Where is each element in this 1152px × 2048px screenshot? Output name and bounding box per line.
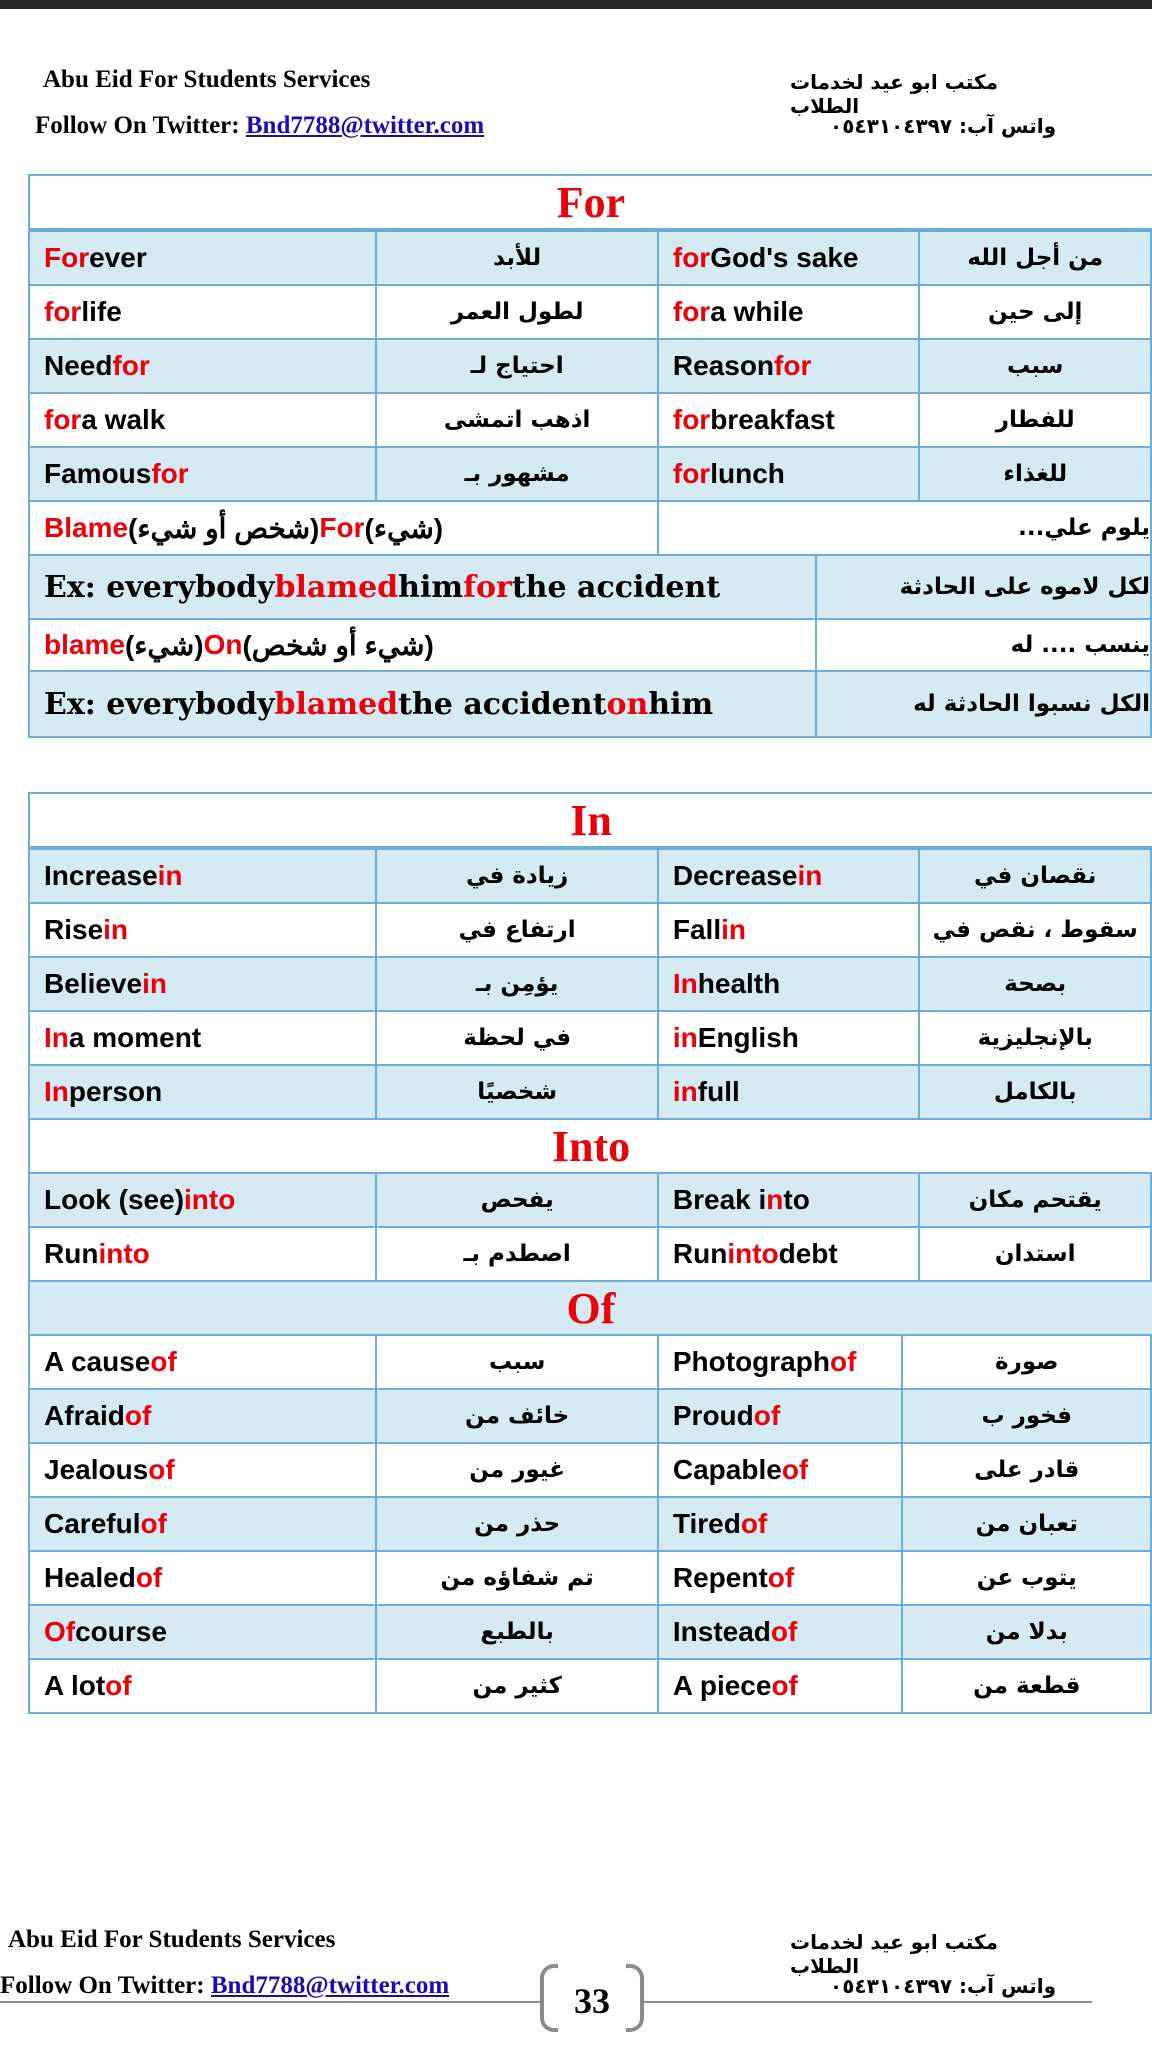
preposition-highlight: for xyxy=(44,404,82,435)
phrase-text: Tired xyxy=(672,1508,741,1539)
meaning-cell: للغذاء xyxy=(920,448,1152,500)
phrase-text: Healed xyxy=(44,1562,136,1593)
meaning-cell: اصطدم بـ xyxy=(377,1228,658,1280)
phrase-cell xyxy=(30,1660,377,1712)
phrase-cell xyxy=(30,286,377,338)
for-title: For xyxy=(30,176,1152,232)
phrase-cell xyxy=(30,448,377,500)
phrase-cell xyxy=(659,904,921,956)
footer-whatsapp: واتس آب: ٠٥٤٣١٠٤٣٩٧ xyxy=(830,1974,1057,1998)
header-title: Abu Eid For Students Services xyxy=(43,66,371,93)
header-twitter xyxy=(35,112,484,140)
phrase-text: ever xyxy=(89,242,147,273)
in-title: In xyxy=(30,794,1152,850)
preposition-highlight: of xyxy=(767,1562,795,1593)
phrase-cell xyxy=(30,1444,377,1496)
phrase-cell xyxy=(659,1660,904,1712)
meaning-cell: بالطبع xyxy=(377,1606,658,1658)
phrase-cell xyxy=(30,1228,377,1280)
preposition-highlight: For xyxy=(319,512,365,543)
phrase-text: the accident xyxy=(511,569,721,605)
phrase-text: Need xyxy=(44,350,113,381)
table-row xyxy=(30,340,1152,394)
meaning-cell: نقصان في xyxy=(920,850,1152,902)
blame-for-phrase xyxy=(30,502,659,554)
meaning-cell: من أجل الله xyxy=(920,232,1152,284)
preposition-highlight: for xyxy=(672,458,711,489)
meaning-cell: زيادة في xyxy=(377,850,658,902)
preposition-highlight: into xyxy=(184,1184,236,1215)
preposition-highlight: into xyxy=(98,1238,150,1269)
phrase-text: Jealous xyxy=(44,1454,149,1485)
phrase-text: Repent xyxy=(672,1562,768,1593)
phrase-cell xyxy=(30,1498,377,1550)
blame-on-row xyxy=(30,620,1152,672)
preposition-highlight: for xyxy=(672,242,711,273)
preposition-highlight: of xyxy=(148,1454,175,1485)
phrase-cell xyxy=(659,232,921,284)
phrase-text: Ex: everybody xyxy=(44,686,275,722)
into-rows xyxy=(30,1174,1152,1282)
preposition-highlight: blamed xyxy=(274,686,399,722)
meaning-cell: ارتفاع في xyxy=(377,904,658,956)
preposition-highlight: In xyxy=(672,968,698,999)
phrase-text: Capable xyxy=(672,1454,782,1485)
phrase-cell xyxy=(30,850,377,902)
phrase-cell xyxy=(30,1012,377,1064)
phrase-text: Ex: everybody xyxy=(44,569,275,605)
table-row xyxy=(30,904,1152,958)
phrase-text: a walk xyxy=(81,404,166,435)
meaning-cell: يتوب عن xyxy=(903,1552,1152,1604)
phrase-text: Break i xyxy=(672,1184,767,1215)
phrase-cell xyxy=(30,394,377,446)
phrase-text: Photograph xyxy=(672,1346,830,1377)
table-row xyxy=(30,958,1152,1012)
phrase-text: Believe xyxy=(44,968,143,999)
meaning-cell: بالكامل xyxy=(920,1066,1152,1118)
phrase-text: Fall xyxy=(672,914,722,945)
table-row xyxy=(30,1444,1152,1498)
phrase-text: Decrease xyxy=(672,860,798,891)
phrase-cell xyxy=(659,850,921,902)
table-row xyxy=(30,1390,1152,1444)
meaning-cell: قادر على xyxy=(903,1444,1152,1496)
phrase-cell xyxy=(659,1606,904,1658)
phrase-text: debt xyxy=(778,1238,838,1269)
preposition-highlight: of xyxy=(781,1454,809,1485)
phrase-text: Careful xyxy=(44,1508,141,1539)
table-row xyxy=(30,232,1152,286)
of-rows xyxy=(30,1336,1152,1714)
footer-title-arabic: مكتب ابو عيد لخدمات الطلاب xyxy=(790,1930,998,1978)
meaning-cell: شخصيًا xyxy=(377,1066,658,1118)
preposition-highlight: on xyxy=(606,686,649,722)
phrase-text: Look (see) xyxy=(44,1184,185,1215)
phrase-cell xyxy=(659,1390,904,1442)
preposition-highlight: in xyxy=(142,968,167,999)
phrase-text: God's sake xyxy=(710,242,859,273)
blame-for-row xyxy=(30,502,1152,556)
table-row xyxy=(30,1552,1152,1606)
example-for-row xyxy=(30,556,1152,620)
preposition-highlight: Blame xyxy=(44,512,129,543)
preposition-highlight: of xyxy=(770,1616,798,1647)
meaning-cell: اذهب اتمشى xyxy=(377,394,658,446)
table-row xyxy=(30,1066,1152,1120)
meaning-cell: غيور من xyxy=(377,1444,658,1496)
preposition-highlight: of xyxy=(140,1508,167,1539)
phrase-text: person xyxy=(68,1076,163,1107)
meaning-cell: للأبد xyxy=(377,232,658,284)
meaning-cell: يقتحم مكان xyxy=(920,1174,1152,1226)
phrase-cell xyxy=(30,1606,377,1658)
preposition-highlight: of xyxy=(753,1400,781,1431)
meaning-cell: سبب xyxy=(377,1336,658,1388)
phrase-text: (شيء أو شخص) xyxy=(242,629,434,661)
blame-for-meaning: يلوم علي... xyxy=(659,502,1152,554)
phrase-text: lunch xyxy=(710,458,785,489)
phrase-cell xyxy=(659,958,921,1010)
meaning-cell: للفطار xyxy=(920,394,1152,446)
phrase-text: (شخص أو شيء) xyxy=(128,512,320,544)
phrase-cell xyxy=(30,1390,377,1442)
table-row xyxy=(30,286,1152,340)
meaning-cell: مشهور بـ xyxy=(377,448,658,500)
phrase-cell xyxy=(659,394,921,446)
twitter-label: Follow On Twitter: xyxy=(35,112,240,139)
preposition-highlight: For xyxy=(44,242,90,273)
phrase-text: Reason xyxy=(672,350,775,381)
meaning-cell: حذر من xyxy=(377,1498,658,1550)
meaning-cell: كثير من xyxy=(377,1660,658,1712)
phrase-cell xyxy=(659,1012,921,1064)
phrase-cell xyxy=(30,1174,377,1226)
phrase-text: Instead xyxy=(672,1616,771,1647)
phrase-text: him xyxy=(648,686,714,722)
preposition-highlight: for xyxy=(672,404,711,435)
table-row xyxy=(30,1228,1152,1282)
preposition-highlight: of xyxy=(150,1346,177,1377)
preposition-highlight: for xyxy=(672,296,711,327)
meaning-cell: يفحص xyxy=(377,1174,658,1226)
phrase-text: full xyxy=(697,1076,740,1107)
meaning-cell: بصحة xyxy=(920,958,1152,1010)
preposition-highlight: of xyxy=(105,1670,132,1701)
footer-twitter-label: Follow On Twitter: xyxy=(0,1972,205,1999)
meaning-cell: احتياج لـ xyxy=(377,340,658,392)
meaning-cell: سبب xyxy=(920,340,1152,392)
phrase-text: Run xyxy=(672,1238,728,1269)
preposition-highlight: in xyxy=(672,1022,698,1053)
phrase-text: a while xyxy=(710,296,804,327)
meaning-cell: لطول العمر xyxy=(377,286,658,338)
phrase-cell xyxy=(30,958,377,1010)
phrase-cell xyxy=(659,1174,921,1226)
meaning-cell: يؤمِن بـ xyxy=(377,958,658,1010)
phrase-cell xyxy=(659,448,921,500)
example-for-meaning: لكل لاموه على الحادثة xyxy=(817,556,1152,618)
phrase-text: Afraid xyxy=(44,1400,125,1431)
phrase-text: A piece xyxy=(672,1670,772,1701)
phrase-text: A lot xyxy=(44,1670,106,1701)
phrase-cell xyxy=(30,1552,377,1604)
phrase-text: Proud xyxy=(672,1400,754,1431)
table-row xyxy=(30,1606,1152,1660)
phrase-text: life xyxy=(81,296,122,327)
blame-on-phrase xyxy=(30,620,817,670)
header-title-arabic: مكتب ابو عيد لخدمات الطلاب xyxy=(790,70,998,118)
phrase-text: a moment xyxy=(68,1022,202,1053)
phrase-cell xyxy=(659,1444,904,1496)
table-row xyxy=(30,1498,1152,1552)
phrase-cell xyxy=(30,232,377,284)
phrase-cell xyxy=(30,1336,377,1388)
phrase-text: (شيء) xyxy=(124,629,204,661)
footer-twitter-link[interactable]: Bnd7788@twitter.com xyxy=(210,1972,450,1999)
table-row xyxy=(30,1660,1152,1714)
phrase-cell xyxy=(659,1066,921,1118)
example-on-meaning: الكل نسبوا الحادثة له xyxy=(817,672,1152,736)
phrase-cell xyxy=(30,340,377,392)
meaning-cell: فخور ب xyxy=(903,1390,1152,1442)
preposition-highlight: blame xyxy=(44,629,125,660)
example-on-row xyxy=(30,672,1152,738)
preposition-highlight: in xyxy=(797,860,823,891)
header-whatsapp: واتس آب: ٠٥٤٣١٠٤٣٩٧ xyxy=(830,114,1057,138)
for-rows xyxy=(30,232,1152,502)
preposition-highlight: of xyxy=(124,1400,152,1431)
for-table xyxy=(28,174,1152,738)
preposition-highlight: in xyxy=(721,914,746,945)
preposition-highlight: in xyxy=(157,860,183,891)
meaning-cell: إلى حين xyxy=(920,286,1152,338)
footer-title: Abu Eid For Students Services xyxy=(8,1926,336,1953)
meaning-cell: صورة xyxy=(903,1336,1152,1388)
meaning-cell: بدلا من xyxy=(903,1606,1152,1658)
table-row xyxy=(30,1174,1152,1228)
into-title: Into xyxy=(30,1120,1152,1174)
preposition-highlight: in xyxy=(672,1076,698,1107)
phrase-text: health xyxy=(697,968,781,999)
phrase-text: Run xyxy=(44,1238,99,1269)
phrase-text: to xyxy=(783,1184,810,1215)
phrase-text: English xyxy=(697,1022,799,1053)
phrase-cell xyxy=(30,1066,377,1118)
preposition-highlight: of xyxy=(771,1670,798,1701)
table-row xyxy=(30,1336,1152,1390)
preposition-highlight: in xyxy=(103,914,129,945)
phrase-text: Rise xyxy=(44,914,104,945)
table-row xyxy=(30,1012,1152,1066)
example-on-sentence xyxy=(30,672,817,736)
table-row xyxy=(30,394,1152,448)
preposition-highlight: of xyxy=(135,1562,163,1593)
meaning-cell: استدان xyxy=(920,1228,1152,1280)
phrase-cell xyxy=(659,1336,904,1388)
phrase-text: breakfast xyxy=(710,404,835,435)
footer-rule-right xyxy=(644,2001,1092,2003)
preposition-highlight: blamed xyxy=(274,569,399,605)
preposition-highlight: for xyxy=(463,569,512,605)
preposition-highlight: for xyxy=(151,458,189,489)
phrase-text: him xyxy=(398,569,464,605)
preposition-highlight: n xyxy=(766,1184,784,1215)
preposition-highlight: In xyxy=(44,1076,69,1107)
phrase-text: A cause xyxy=(44,1346,151,1377)
phrase-cell xyxy=(659,286,921,338)
meaning-cell: في لحظة xyxy=(377,1012,658,1064)
meaning-cell: قطعة من xyxy=(903,1660,1152,1712)
in-table xyxy=(28,792,1152,1714)
preposition-highlight: In xyxy=(44,1022,69,1053)
footer-rule-left xyxy=(0,2001,540,2003)
meaning-cell: تم شفاؤه من xyxy=(377,1552,658,1604)
phrase-text: Increase xyxy=(44,860,158,891)
phrase-text: (شيء) xyxy=(364,512,444,544)
table-row xyxy=(30,850,1152,904)
phrase-text: course xyxy=(75,1616,167,1647)
preposition-highlight: of xyxy=(740,1508,768,1539)
blame-on-meaning: ينسب .... له xyxy=(817,620,1152,670)
phrase-cell xyxy=(659,1228,921,1280)
meaning-cell: سقوط ، نقص في xyxy=(920,904,1152,956)
preposition-highlight: of xyxy=(829,1346,857,1377)
meaning-cell: خائف من xyxy=(377,1390,658,1442)
phrase-cell xyxy=(659,340,921,392)
example-for-sentence xyxy=(30,556,817,618)
preposition-highlight: for xyxy=(112,350,150,381)
twitter-link[interactable]: Bnd7788@twitter.com xyxy=(245,112,485,139)
preposition-highlight: Of xyxy=(44,1616,76,1647)
phrase-cell xyxy=(659,1552,904,1604)
phrase-cell xyxy=(30,904,377,956)
phrase-text: the accident xyxy=(398,686,607,722)
top-bar xyxy=(0,0,1152,9)
in-rows xyxy=(30,850,1152,1120)
page-number: 33 xyxy=(574,1981,610,2021)
preposition-highlight: into xyxy=(727,1238,779,1269)
phrase-cell xyxy=(659,1498,904,1550)
phrase-text: Famous xyxy=(44,458,152,489)
table-row xyxy=(30,448,1152,502)
preposition-highlight: for xyxy=(774,350,812,381)
preposition-highlight: On xyxy=(203,629,243,660)
preposition-highlight: for xyxy=(44,296,82,327)
footer-twitter xyxy=(0,1972,449,2000)
meaning-cell: تعبان من xyxy=(903,1498,1152,1550)
of-title: Of xyxy=(30,1282,1152,1336)
meaning-cell: بالإنجليزية xyxy=(920,1012,1152,1064)
